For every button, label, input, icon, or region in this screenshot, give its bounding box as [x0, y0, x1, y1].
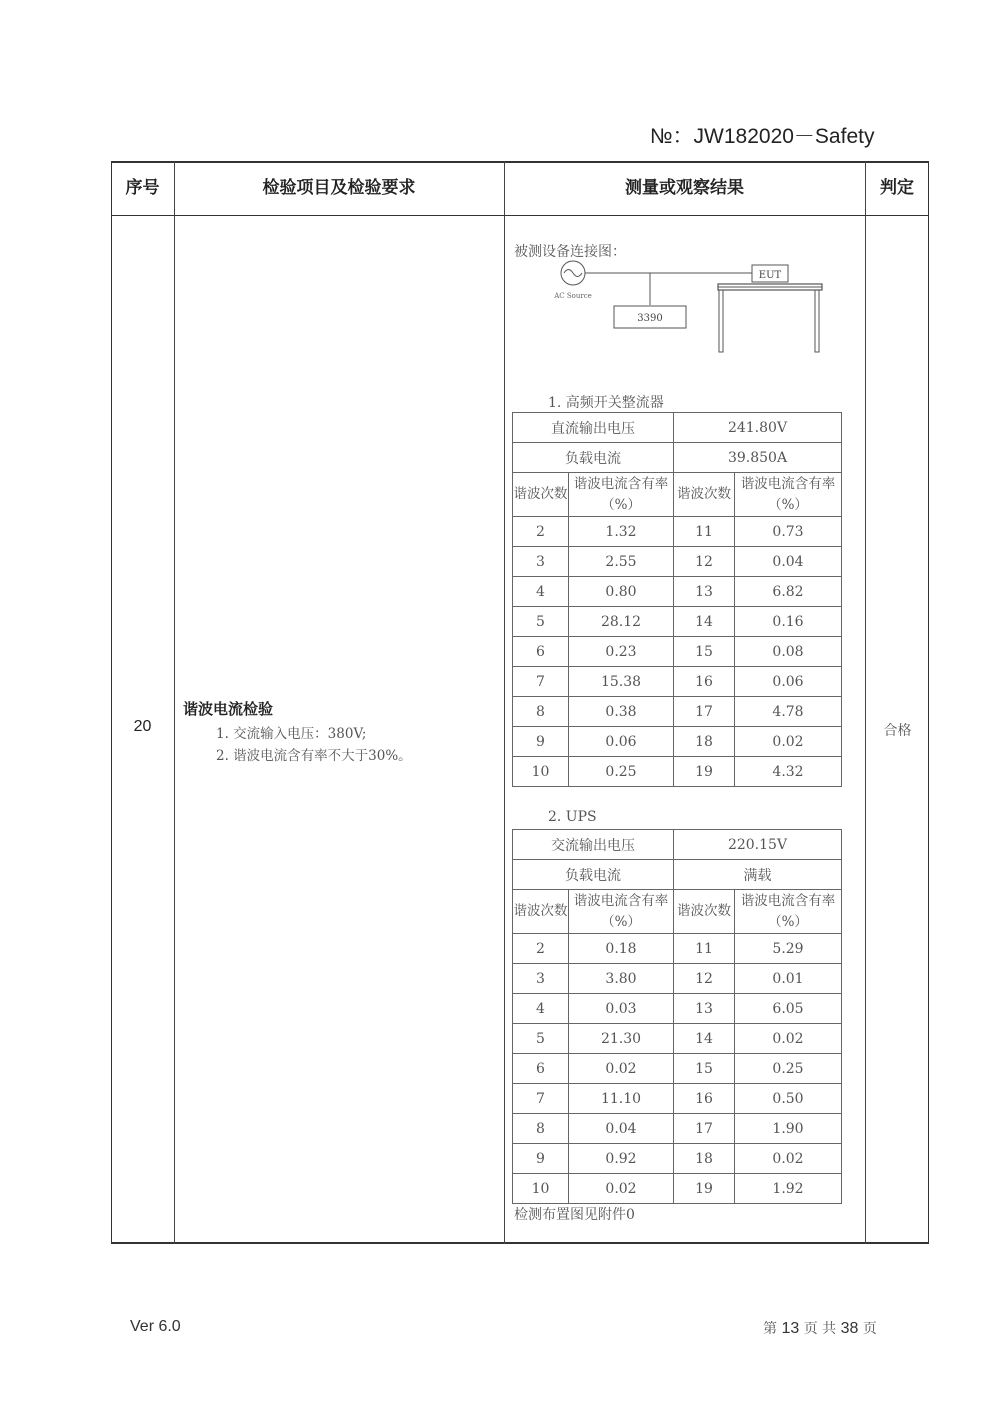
harmonic-rate: 0.80: [569, 577, 674, 607]
requirement-1: 1. 交流输入电压：380V;: [216, 726, 367, 742]
harmonic-rate: 1.92: [735, 1174, 842, 1204]
harmonic-order: 7: [513, 1084, 569, 1114]
col-rate: 谐波电流含有率（%）: [569, 890, 674, 934]
harmonic-order: 6: [513, 637, 569, 667]
harmonic-order: 2: [513, 517, 569, 547]
harmonic-order: 13: [674, 994, 735, 1024]
harmonic-rate: 4.32: [735, 757, 842, 787]
harmonic-rate: 0.08: [735, 637, 842, 667]
harmonic-rate: 0.02: [735, 727, 842, 757]
harmonic-rate: 0.25: [569, 757, 674, 787]
harmonic-rate: 0.02: [569, 1054, 674, 1084]
col-order: 谐波次数: [513, 890, 569, 934]
harmonic-order: 9: [513, 1144, 569, 1174]
header-divider: [111, 215, 929, 216]
harmonic-rate: 6.82: [735, 577, 842, 607]
layout-note: 检测布置图见附件0: [514, 1207, 635, 1223]
page-current: 13: [781, 1320, 800, 1337]
table-row: [513, 547, 842, 577]
table-row: [513, 517, 842, 547]
harmonic-rate: 0.03: [569, 994, 674, 1024]
harmonic-rate: 0.18: [569, 934, 674, 964]
harmonic-order: 5: [513, 607, 569, 637]
harmonic-order: 14: [674, 607, 735, 637]
svg-text:3390: 3390: [637, 313, 663, 324]
harmonic-rate: 0.06: [735, 667, 842, 697]
harmonic-order: 7: [513, 667, 569, 697]
verdict: 合格: [883, 723, 912, 739]
version: Ver 6.0: [130, 1318, 181, 1335]
table-row: [513, 667, 842, 697]
section2-title: 2. UPS: [548, 809, 597, 825]
connection-diagram: [540, 255, 840, 355]
page-total: 38: [840, 1320, 859, 1337]
harmonic-rate: 4.78: [735, 697, 842, 727]
harmonic-rate: 11.10: [569, 1084, 674, 1114]
harmonic-order: 17: [674, 697, 735, 727]
col-order: 谐波次数: [513, 473, 569, 517]
harmonic-rate: 28.12: [569, 607, 674, 637]
table-row: [513, 1114, 842, 1144]
output-voltage-label: 交流输出电压: [513, 830, 674, 860]
section1-title: 1. 高频开关整流器: [548, 395, 664, 411]
harmonic-rate: 6.05: [735, 994, 842, 1024]
harmonic-order: 18: [674, 1144, 735, 1174]
table-row: [513, 607, 842, 637]
output-voltage-label: 直流输出电压: [513, 413, 674, 443]
document-number: №：JW182020－Safety: [650, 125, 875, 148]
table-row: [513, 1144, 842, 1174]
harmonic-order: 13: [674, 577, 735, 607]
load-current-label: 负载电流: [513, 443, 674, 473]
harmonic-order: 10: [513, 757, 569, 787]
table-row: [513, 964, 842, 994]
harmonic-order: 15: [674, 637, 735, 667]
harmonic-rate: 0.04: [735, 547, 842, 577]
table-row: [513, 697, 842, 727]
harmonic-order: 12: [674, 547, 735, 577]
harmonic-rate: 0.50: [735, 1084, 842, 1114]
col-rate: 谐波电流含有率（%）: [569, 473, 674, 517]
col-rate: 谐波电流含有率（%）: [735, 473, 842, 517]
table-divider: [174, 161, 175, 1244]
harmonics-table-rectifier: [512, 412, 842, 787]
col-rate: 谐波电流含有率（%）: [735, 890, 842, 934]
harmonic-order: 4: [513, 577, 569, 607]
table-row: [513, 757, 842, 787]
svg-text:EUT: EUT: [758, 270, 782, 281]
harmonic-order: 9: [513, 727, 569, 757]
harmonic-rate: 0.02: [735, 1024, 842, 1054]
table-row: [513, 934, 842, 964]
harmonic-rate: 0.06: [569, 727, 674, 757]
harmonic-rate: 5.29: [735, 934, 842, 964]
header-result: 测量或观察结果: [625, 178, 744, 198]
page-number: [763, 1318, 877, 1338]
row-seq: 20: [133, 718, 152, 735]
page-mid: 页 共: [803, 1321, 837, 1337]
header-item: 检验项目及检验要求: [262, 178, 416, 198]
table-row: [513, 1174, 842, 1204]
harmonic-order: 16: [674, 1084, 735, 1114]
table-row: [513, 637, 842, 667]
harmonic-rate: 0.02: [735, 1144, 842, 1174]
harmonics-table-ups: [512, 829, 842, 1204]
harmonic-order: 10: [513, 1174, 569, 1204]
harmonic-order: 18: [674, 727, 735, 757]
harmonic-rate: 0.25: [735, 1054, 842, 1084]
harmonic-order: 3: [513, 547, 569, 577]
harmonic-rate: 0.01: [735, 964, 842, 994]
table-divider: [865, 161, 866, 1244]
header-verdict: 判定: [880, 178, 914, 198]
output-voltage-value: 220.15V: [674, 830, 842, 860]
table-row: [513, 577, 842, 607]
harmonic-rate: 0.23: [569, 637, 674, 667]
requirement-2: 2. 谐波电流含有率不大于30%。: [216, 748, 412, 764]
col-order: 谐波次数: [674, 473, 735, 517]
harmonic-rate: 0.92: [569, 1144, 674, 1174]
harmonic-order: 11: [674, 517, 735, 547]
harmonic-order: 12: [674, 964, 735, 994]
table-divider: [504, 161, 505, 1244]
harmonic-rate: 0.38: [569, 697, 674, 727]
load-current-value: 39.850A: [674, 443, 842, 473]
harmonic-order: 8: [513, 1114, 569, 1144]
table-row: [513, 727, 842, 757]
harmonic-order: 5: [513, 1024, 569, 1054]
harmonic-rows: [513, 517, 842, 787]
header-seq: 序号: [125, 178, 160, 198]
harmonic-order: 14: [674, 1024, 735, 1054]
table-row: [513, 1024, 842, 1054]
table-row: [513, 1054, 842, 1084]
harmonic-rate: 3.80: [569, 964, 674, 994]
harmonic-rate: 1.90: [735, 1114, 842, 1144]
harmonic-order: 16: [674, 667, 735, 697]
table-row: [513, 1084, 842, 1114]
harmonic-order: 19: [674, 1174, 735, 1204]
page-suffix: 页: [862, 1321, 877, 1337]
harmonic-rate: 1.32: [569, 517, 674, 547]
diagram-caption: 被测设备连接图：: [514, 244, 626, 260]
load-current-label: 负载电流: [513, 860, 674, 890]
svg-text:AC Source: AC Source: [554, 292, 592, 300]
table-row: [513, 994, 842, 1024]
harmonic-order: 11: [674, 934, 735, 964]
col-order: 谐波次数: [674, 890, 735, 934]
harmonic-order: 6: [513, 1054, 569, 1084]
harmonic-rate: 15.38: [569, 667, 674, 697]
harmonic-order: 15: [674, 1054, 735, 1084]
harmonic-order: 4: [513, 994, 569, 1024]
load-current-value: 满载: [674, 860, 842, 890]
harmonic-rate: 21.30: [569, 1024, 674, 1054]
page-prefix: 第: [763, 1321, 777, 1337]
harmonic-rate: 2.55: [569, 547, 674, 577]
harmonic-rate: 0.16: [735, 607, 842, 637]
harmonic-rate: 0.04: [569, 1114, 674, 1144]
harmonic-order: 8: [513, 697, 569, 727]
harmonic-order: 19: [674, 757, 735, 787]
harmonic-rate: 0.02: [569, 1174, 674, 1204]
harmonic-rate: 0.73: [735, 517, 842, 547]
output-voltage-value: 241.80V: [674, 413, 842, 443]
harmonic-order: 17: [674, 1114, 735, 1144]
harmonic-order: 2: [513, 934, 569, 964]
item-title: 谐波电流检验: [183, 700, 274, 718]
harmonic-order: 3: [513, 964, 569, 994]
harmonic-rows: [513, 934, 842, 1204]
